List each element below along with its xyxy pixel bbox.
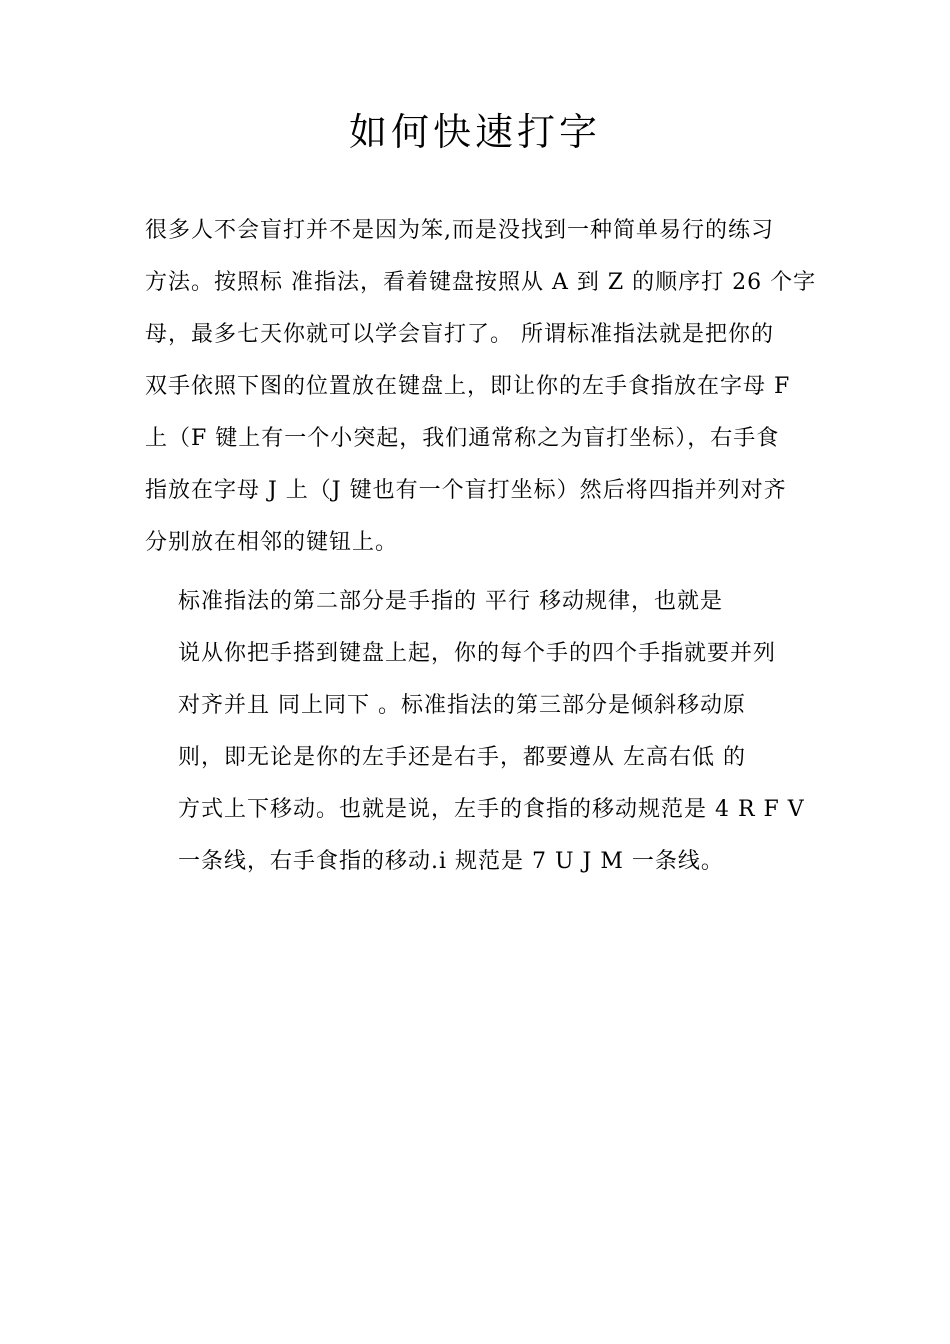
- document-title: 如何快速打字: [348, 110, 601, 154]
- paragraph-line: 分别放在相邻的键钮上。: [145, 530, 399, 555]
- paragraph-line: 很多人不会盲打并不是因为笨,而是没找到一种简单易行的练习: [145, 218, 774, 243]
- paragraph-line: 方式上下移动。也就是说，左手的食指的移动规范是 4 R F V: [178, 797, 805, 822]
- paragraph-line: 双手依照下图的位置放在键盘上，即让你的左手食指放在字母 F: [145, 374, 791, 399]
- paragraph-line: 对齐并且 同上同下 。标准指法的第三部分是倾斜移动原: [178, 693, 746, 718]
- paragraph-line: 则，即无论是你的左手还是右手，都要遵从 左高右低 的: [178, 745, 746, 770]
- paragraph-line: 标准指法的第二部分是手指的 平行 移动规律，也就是: [178, 589, 723, 614]
- paragraph-1: [145, 205, 815, 569]
- paragraph-line: 母，最多七天你就可以学会盲打了。 所谓标准指法就是把你的: [145, 322, 774, 347]
- paragraph-line: 一条线，右手食指的移动.i 规范是 7 U J M 一条线。: [178, 849, 724, 874]
- paragraph-line: 说从你把手搭到键盘上起，你的每个手的四个手指就要并列: [178, 641, 777, 666]
- paragraph-line: 方法。按照标 准指法，看着键盘按照从 A 到 Z 的顺序打 26 个字: [145, 270, 817, 295]
- paragraph-line: 上（F 键上有一个小突起，我们通常称之为盲打坐标），右手食: [145, 426, 780, 451]
- paragraph-line: 指放在字母 J 上（J 键也有一个盲打坐标）然后将四指并列对齐: [145, 478, 787, 503]
- paragraph-2: [178, 576, 818, 888]
